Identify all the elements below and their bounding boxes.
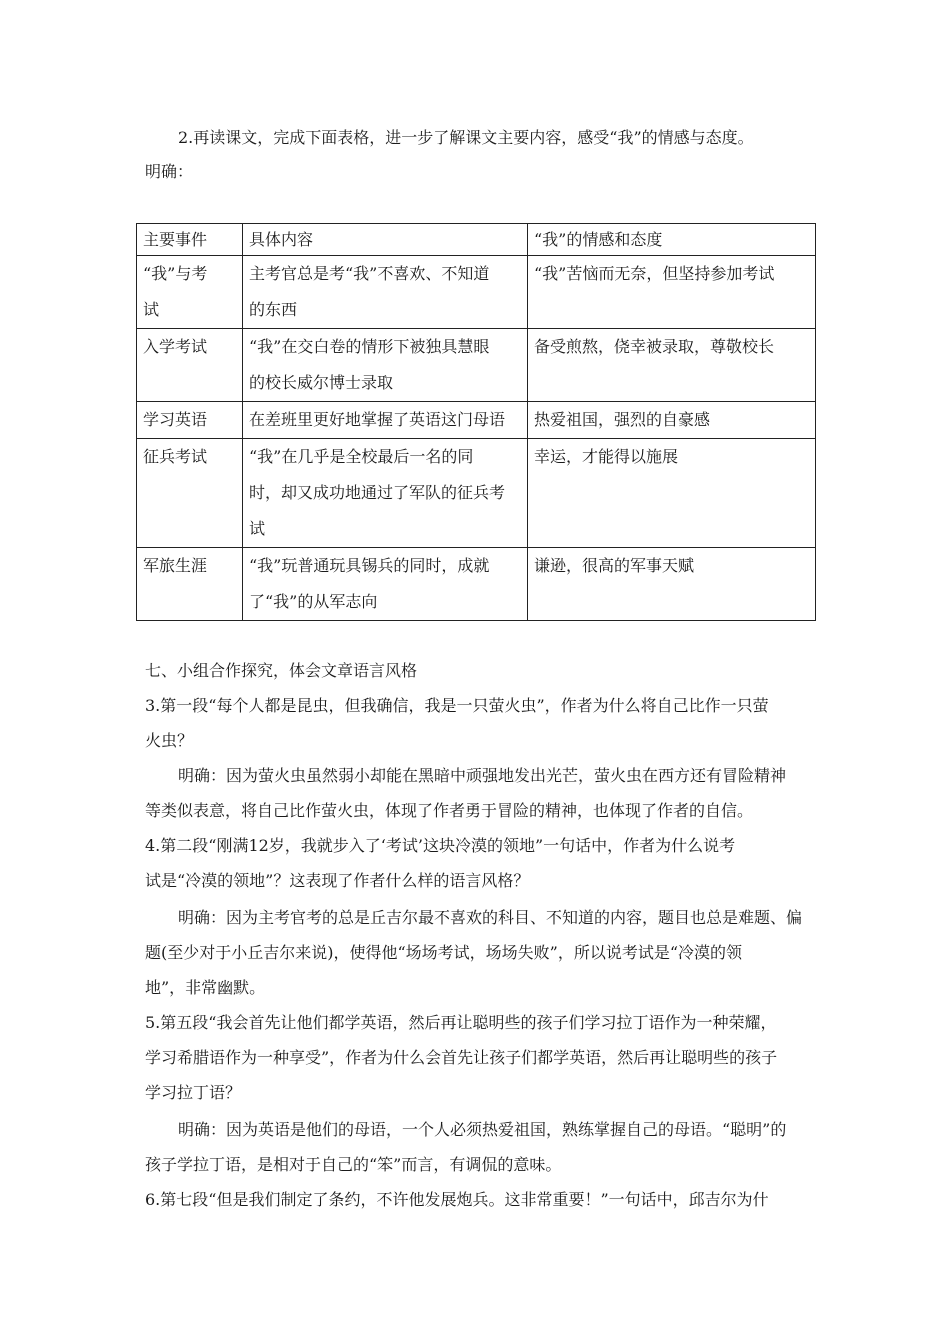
question-4: 4.第二段“刚满12岁，我就步入了‘考试’这块冷漠的领地”一句话中，作者为什么说考	[145, 836, 736, 855]
answer-5-cont: 孩子学拉丁语，是相对于自己的“笨”而言，有调侃的意味。	[145, 1155, 562, 1174]
table-row	[137, 402, 816, 439]
answer-4-cont: 题(至少对于小丘吉尔来说)，使得他“场场考试，场场失败”，所以说考试是“冷漠的领	[145, 943, 743, 962]
table-row	[137, 439, 816, 548]
cell-attitude: 备受煎熬，侥幸被录取，尊敬校长	[528, 329, 816, 402]
answer-5: 明确：因为英语是他们的母语，一个人必须热爱祖国，熟练掌握自己的母语。“聪明”的	[178, 1120, 787, 1139]
task-2-instruction: 2.再读课文，完成下面表格，进一步了解课文主要内容，感受“我”的情感与态度。	[178, 128, 754, 147]
header-event: 主要事件	[137, 224, 243, 256]
question-3-cont: 火虫？	[145, 731, 194, 750]
cell-event: 军旅生涯	[137, 548, 243, 621]
header-attitude: “我”的情感和态度	[528, 224, 816, 256]
cell-attitude: 幸运，才能得以施展	[528, 439, 816, 548]
cell-event: 征兵考试	[137, 439, 243, 548]
answer-3: 明确：因为萤火虫虽然弱小却能在黑暗中顽强地发出光芒，萤火虫在西方还有冒险精神	[178, 766, 787, 785]
question-5-end: 学习拉丁语？	[145, 1083, 242, 1102]
cell-event: “我”与考 试	[137, 256, 243, 329]
cell-attitude: 热爱祖国，强烈的自豪感	[528, 402, 816, 439]
question-5-cont: 学习希腊语作为一种享受”，作者为什么会首先让孩子们都学英语，然后再让聪明些的孩子	[145, 1048, 778, 1067]
cell-content: “我”在交白卷的情形下被独具慧眼 的校长威尔博士录取	[243, 329, 528, 402]
answer-3-cont: 等类似表意，将自己比作萤火虫，体现了作者勇于冒险的精神，也体现了作者的自信。	[145, 801, 754, 820]
header-content: 具体内容	[243, 224, 528, 256]
question-5: 5.第五段“我会首先让他们都学英语，然后再让聪明些的孩子们学习拉丁语作为一种荣耀，	[145, 1013, 777, 1032]
question-4-cont: 试是“冷漠的领地”？这表现了作者什么样的语言风格？	[145, 871, 530, 890]
question-6: 6.第七段“但是我们制定了条约，不许他发展炮兵。这非常重要！”一句话中，邱吉尔为什	[145, 1190, 769, 1209]
cell-content: “我”玩普通玩具锡兵的同时，成就 了“我”的从军志向	[243, 548, 528, 621]
answer-4: 明确：因为主考官考的总是丘吉尔最不喜欢的科目、不知道的内容，题目也总是难题、偏	[178, 908, 803, 927]
cell-content: 在差班里更好地掌握了英语这门母语	[243, 402, 528, 439]
table-row	[137, 329, 816, 402]
cell-attitude: 谦逊，很高的军事天赋	[528, 548, 816, 621]
answer-4-end: 地”，非常幽默。	[145, 978, 266, 997]
cell-content: “我”在几乎是全校最后一名的同 时，却又成功地通过了军队的征兵考 试	[243, 439, 528, 548]
section-7-heading: 七、小组合作探究，体会文章语言风格	[145, 661, 418, 680]
table-row	[137, 256, 816, 329]
cell-event: 学习英语	[137, 402, 243, 439]
table-header-row	[137, 224, 816, 256]
cell-attitude: “我”苦恼而无奈，但坚持参加考试	[528, 256, 816, 329]
table-row	[137, 548, 816, 621]
events-table	[136, 223, 816, 621]
cell-event: 入学考试	[137, 329, 243, 402]
answer-label: 明确：	[145, 162, 194, 181]
question-3: 3.第一段“每个人都是昆虫，但我确信，我是一只萤火虫”，作者为什么将自己比作一只萤	[145, 696, 769, 715]
cell-content: 主考官总是考“我”不喜欢、不知道 的东西	[243, 256, 528, 329]
